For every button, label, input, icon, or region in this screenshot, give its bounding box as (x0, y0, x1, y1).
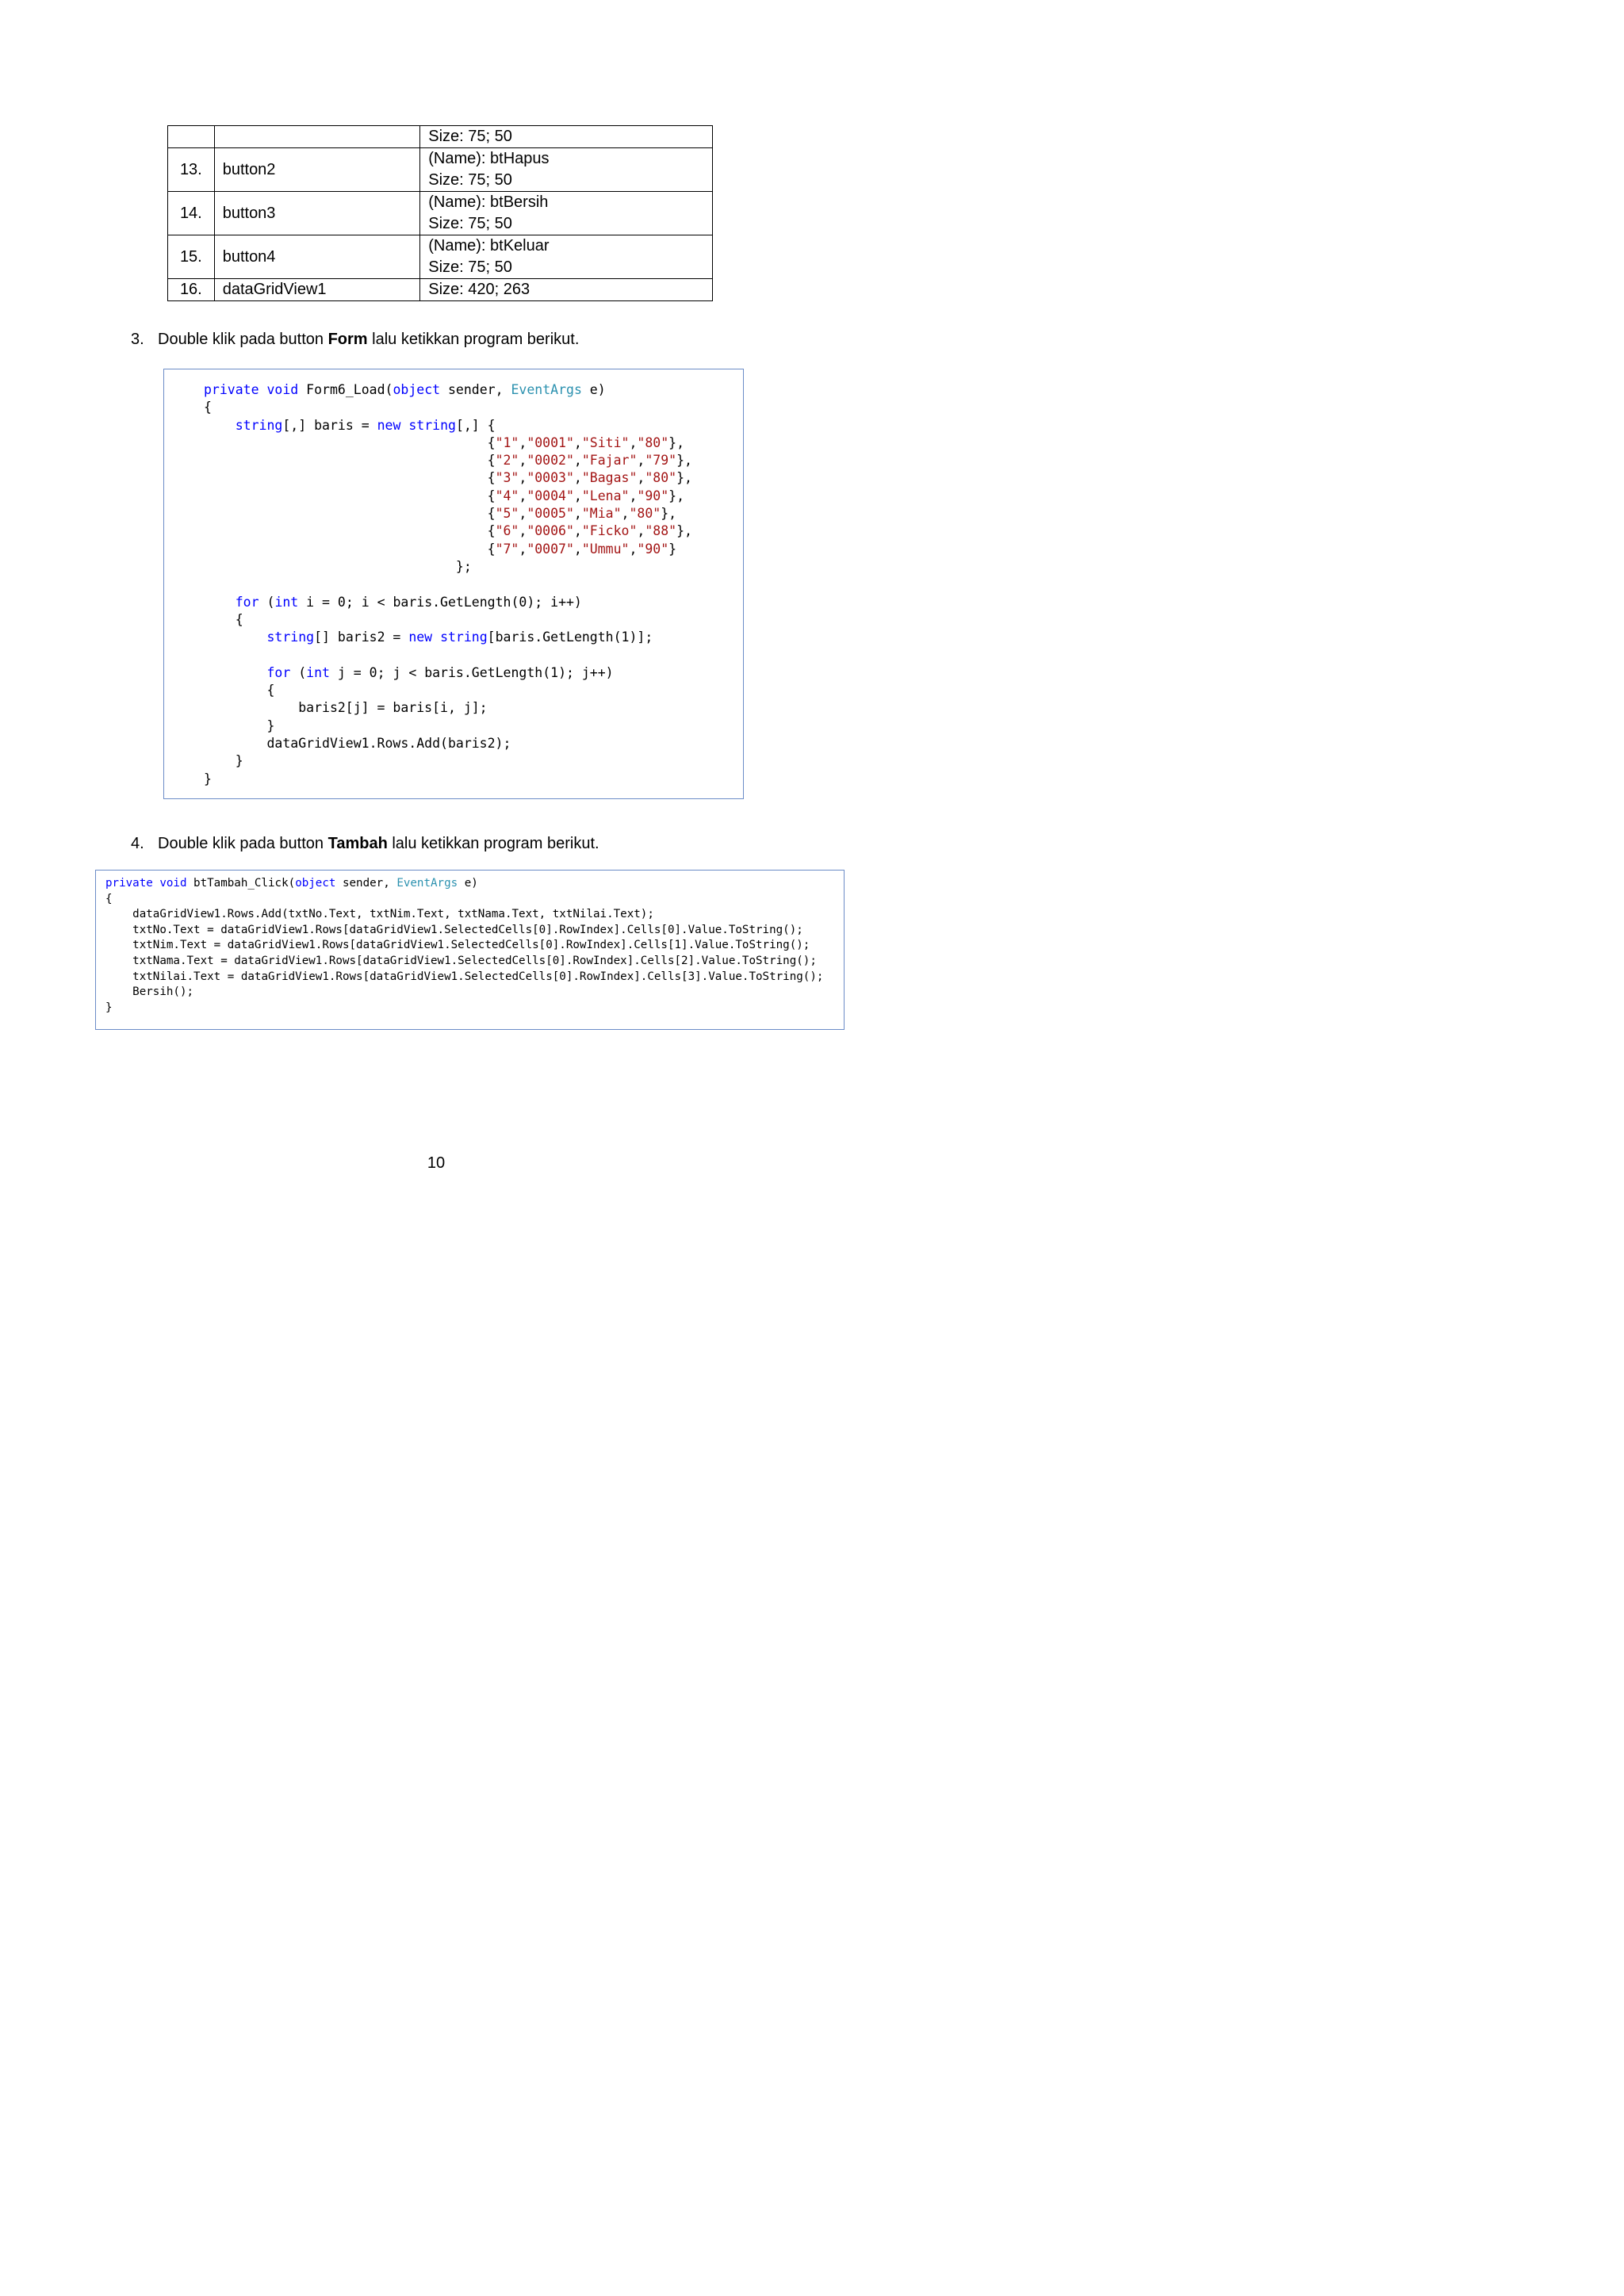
properties-table (167, 125, 713, 301)
property-line: Size: 75; 50 (428, 128, 512, 145)
table-row (168, 279, 713, 301)
row-number: 16. (168, 279, 215, 301)
control-name (214, 126, 420, 148)
table-row (168, 192, 713, 235)
property-line: Size: 75; 50 (428, 215, 512, 232)
control-name: button4 (214, 235, 420, 279)
code-block-form-load (163, 369, 744, 799)
table-row (168, 235, 713, 279)
property-line: (Name): btHapus (428, 150, 550, 167)
table-row (168, 148, 713, 192)
step-bold-text: Form (327, 331, 368, 348)
code-block-tambah-click (95, 870, 845, 1030)
control-properties (420, 192, 713, 235)
property-line: Size: 75; 50 (428, 171, 512, 189)
step-3-instruction (131, 330, 579, 349)
step-4-instruction (131, 834, 599, 853)
control-properties (420, 279, 713, 301)
code-listing: private void btTambah_Click(object sender, EventArgs e) { dataGridView1.Rows.Add(txtNo.Text, txtNim.Text, txtNama.Text, txtNilai.Text); txtNo.Text = dataGridView1.Rows[dataGridView1.SelectedCells[0].RowIndex].Cells[0].Value.ToString(); txtNim.Text = dataGridView1.Rows[dataGridView1.SelectedCells[0].RowIndex].Cells[1].Value.ToString(); txtNama.Text = dataGridView1.Rows[dataGridView1.SelectedCells[0].RowIndex].Cells[2].Value.ToString(); txtNilai.Text = dataGridView1.Rows[dataGridView1.SelectedCells[0].RowIndex].Cells[3].Value.ToString(); Bersih(); } (105, 877, 824, 1014)
row-number (168, 126, 215, 148)
page-number: 10 (427, 1154, 446, 1172)
control-properties (420, 148, 713, 192)
row-number: 14. (168, 192, 215, 235)
property-line: Size: 420; 263 (428, 281, 530, 298)
control-name: button3 (214, 192, 420, 235)
property-line: Size: 75; 50 (428, 258, 512, 276)
control-name: dataGridView1 (214, 279, 420, 301)
row-number: 13. (168, 148, 215, 192)
property-line: (Name): btBersih (428, 193, 549, 211)
step-text: lalu ketikkan program berikut. (387, 835, 599, 852)
step-number: 3. (131, 331, 144, 348)
step-number: 4. (131, 835, 144, 852)
row-number: 15. (168, 235, 215, 279)
control-name: button2 (214, 148, 420, 192)
step-bold-text: Tambah (327, 835, 388, 852)
step-text: Double klik pada button (158, 331, 328, 348)
table-row (168, 126, 713, 148)
step-text: lalu ketikkan program berikut. (367, 331, 580, 348)
property-line: (Name): btKeluar (428, 237, 550, 254)
code-listing: private void Form6_Load(object sender, EventArgs e) { string[,] baris = new string[,] { {"1","0001","Siti","80"}, {"2","0002","Fajar","79"}, {"3","0003","Bagas","80"}, {"4","0004","Lena","90"}, {"5","0005","Mia","80"}, {"6","0006","Ficko","88"}, {"7","0007","Ummu","90"} }; for (int i = 0; i < baris.GetLength(0); i++) { string[] baris2 = new string[baris.GetLength(1)]; for (int j = 0; j < baris.GetLength(1); j++) { baris2[j] = baris[i, j]; } dataGridView1.Rows.Add(baris2); } } (204, 382, 692, 786)
control-properties (420, 235, 713, 279)
step-text: Double klik pada button (158, 835, 328, 852)
control-properties (420, 126, 713, 148)
